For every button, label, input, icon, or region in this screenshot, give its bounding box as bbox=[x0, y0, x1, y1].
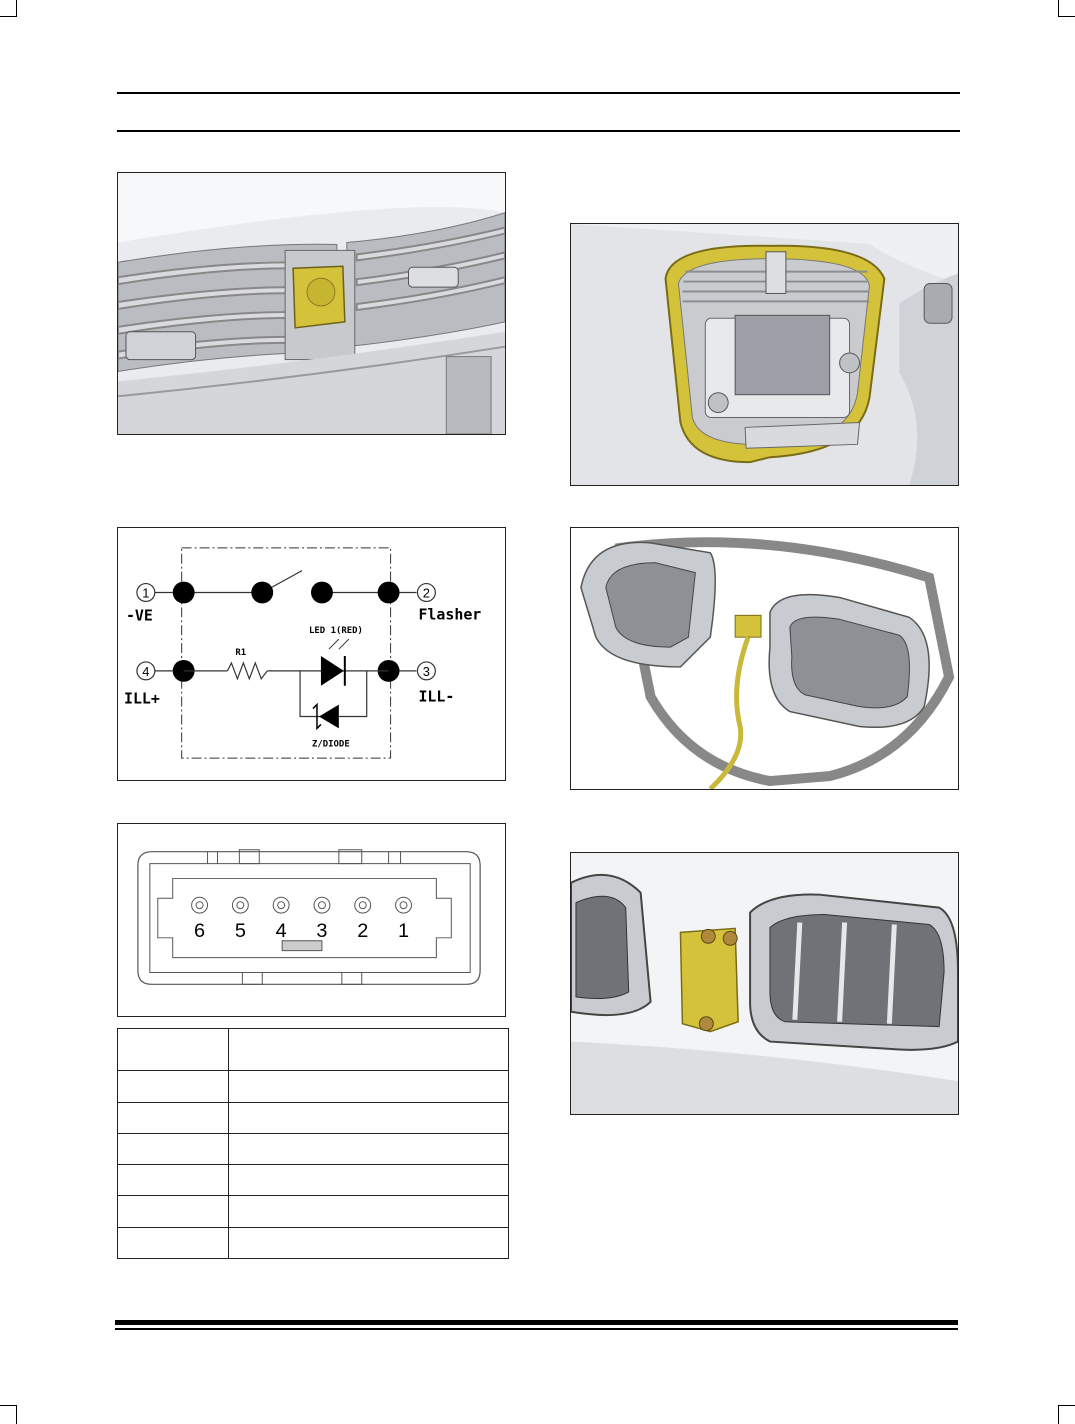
table-cell bbox=[229, 1196, 509, 1227]
figure-switch-schematic bbox=[117, 527, 506, 781]
connector-pin-hole bbox=[355, 897, 371, 913]
table-cell bbox=[229, 1071, 509, 1102]
connector-pin-number: 6 bbox=[194, 919, 206, 942]
header-rule-top bbox=[117, 92, 960, 94]
table-cell bbox=[118, 1029, 229, 1071]
schematic-node bbox=[378, 582, 400, 604]
table-cell bbox=[229, 1227, 509, 1258]
pin-label-ill-minus: ILL- bbox=[418, 687, 455, 706]
table-row bbox=[118, 1029, 509, 1071]
schematic-node bbox=[173, 582, 195, 604]
connector-pin-hole-inner bbox=[400, 902, 407, 909]
connector-pin-hole bbox=[314, 897, 330, 913]
connector-pin-hole bbox=[273, 897, 289, 913]
connector-pin-hole bbox=[232, 897, 248, 913]
table-cell bbox=[118, 1133, 229, 1164]
connector-pin-hole-inner bbox=[237, 902, 244, 909]
connector-pin-hole bbox=[396, 897, 412, 913]
pin-number-2: 2 bbox=[422, 585, 431, 601]
figure-center-console-bezel bbox=[570, 223, 959, 486]
table-row bbox=[118, 1071, 509, 1102]
zener-diode-symbol bbox=[319, 705, 339, 729]
pin-function-table bbox=[117, 1028, 509, 1259]
pin-label-flasher: Flasher bbox=[418, 605, 482, 624]
crop-mark-bottom-right bbox=[1058, 1405, 1075, 1424]
table-row bbox=[118, 1165, 509, 1196]
header-rule-bottom bbox=[117, 130, 960, 132]
resistor-label: R1 bbox=[235, 648, 247, 658]
connector-pin-number: 2 bbox=[357, 919, 369, 942]
figure-switch-mounting-screws bbox=[570, 852, 959, 1115]
footer-rule-thick bbox=[115, 1320, 958, 1325]
crop-mark-top-left bbox=[0, 0, 17, 17]
table-cell bbox=[229, 1029, 509, 1071]
led-label: LED 1(RED) bbox=[309, 626, 363, 637]
connector-pin-hole-inner bbox=[359, 902, 366, 909]
table-row bbox=[118, 1196, 509, 1227]
connector-pin-number: 3 bbox=[316, 919, 328, 942]
zener-diode-label: Z/DIODE bbox=[311, 739, 350, 750]
connector-pin-number: 1 bbox=[397, 919, 410, 942]
schematic-node bbox=[311, 582, 333, 604]
pin-number-3: 3 bbox=[422, 663, 431, 679]
connector-pin-hole-inner bbox=[318, 902, 325, 909]
pin-label-negative: -VE bbox=[125, 606, 153, 625]
table-cell bbox=[229, 1165, 509, 1196]
crop-mark-top-right bbox=[1058, 0, 1075, 17]
led-symbol bbox=[321, 656, 344, 686]
figure-connector-pinout bbox=[117, 823, 506, 1017]
connector-pin-hole bbox=[192, 897, 208, 913]
footer-rule-thin bbox=[115, 1328, 958, 1330]
connector-pin-hole-inner bbox=[196, 902, 203, 909]
figure-vent-assembly-wiring bbox=[570, 527, 959, 790]
connector-pin-hole-inner bbox=[278, 902, 285, 909]
table-cell bbox=[229, 1102, 509, 1133]
pin-number-4: 4 bbox=[142, 663, 150, 679]
table-row bbox=[118, 1227, 509, 1258]
connector-pin-holes bbox=[192, 897, 412, 913]
pin-label-ill-plus: ILL+ bbox=[123, 689, 160, 708]
connector-pin-labels bbox=[194, 920, 409, 942]
schematic-node bbox=[251, 582, 273, 604]
pin-number-1: 1 bbox=[142, 585, 150, 601]
table-cell bbox=[118, 1102, 229, 1133]
table-cell bbox=[229, 1133, 509, 1164]
table-cell bbox=[118, 1196, 229, 1227]
table-cell bbox=[118, 1227, 229, 1258]
figure-hazard-switch-in-vent bbox=[117, 172, 506, 435]
crop-mark-bottom-left bbox=[0, 1405, 17, 1424]
connector-pin-number: 4 bbox=[275, 919, 287, 942]
table-cell bbox=[118, 1165, 229, 1196]
table-row bbox=[118, 1102, 509, 1133]
table-row bbox=[118, 1133, 509, 1164]
connector-pin-number: 5 bbox=[234, 919, 246, 942]
table-cell bbox=[118, 1071, 229, 1102]
